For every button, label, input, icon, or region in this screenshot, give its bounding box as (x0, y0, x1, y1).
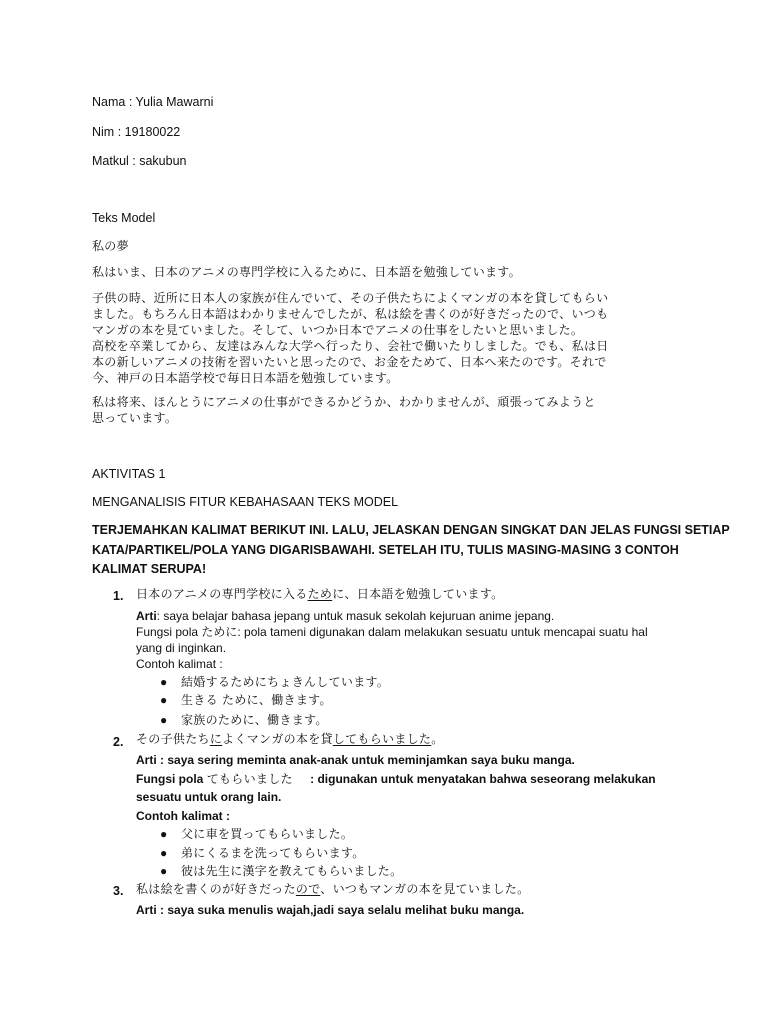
item-1-arti (136, 608, 554, 624)
model-paragraph-2-line: ました。もちろん日本語はわかりませんでしたが、私は絵を書くのが好きだったので、いつも (92, 307, 609, 321)
item-3-arti (136, 902, 524, 918)
arti-text: : saya belajar bahasa jepang untuk masuk sekolah kejuruan anime jepang. (156, 609, 555, 623)
item-number: 3. (113, 884, 124, 898)
arti-label: Arti (136, 609, 157, 623)
underlined-pattern: ので (295, 882, 321, 896)
example-item: 彼は先生に漢字を教えてもらいました。 (181, 864, 403, 878)
item-number: 2. (113, 735, 124, 749)
section-heading-teks-model: Teks Model (92, 211, 156, 225)
model-paragraph-2-line: 今、神戸の日本語学校で毎日日本語を勉強しています。 (92, 371, 399, 385)
bullet-icon: ● (160, 693, 168, 707)
example-item: 弟にくるまを洗ってもらいます。 (181, 846, 365, 860)
sentence-part: 、いつもマンガの本を見ていました。 (320, 882, 530, 896)
sentence-part: 私は絵を書くのが好きだった (136, 882, 296, 896)
bullet-icon: ● (160, 713, 168, 727)
bullet-icon: ● (160, 675, 168, 689)
example-item: 結婚するためにちょきんしています。 (181, 675, 390, 689)
item-number: 1. (113, 589, 124, 603)
model-paragraph-2-line: 高校を卒業してから、友達はみんな大学へ行ったり、会社で働いたりしました。でも、私は日 (92, 339, 609, 353)
item-1-fungsi-line: Fungsi pola ために: pola tameni digunakan dalam melakukan sesuatu untuk mencapai suatu hal (136, 625, 648, 639)
fungsi-label: Fungsi pola (136, 772, 204, 786)
example-item: 家族のために、働きます。 (181, 713, 328, 727)
item-2-fungsi-line: sesuatu untuk orang lain. (136, 790, 282, 804)
bullet-icon: ● (160, 846, 168, 860)
model-paragraph-1: 私はいま、日本のアニメの専門学校に入るために、日本語を勉強しています。 (92, 265, 521, 279)
model-title: 私の夢 (92, 239, 129, 253)
activity-instruction-line: KALIMAT SERUPA! (92, 562, 207, 576)
item-2-contoh-label: Contoh kalimat : (136, 809, 231, 823)
student-name: Nama : Yulia Mawarni (92, 95, 214, 109)
activity-subheading: MENGANALISIS FITUR KEBAHASAAN TEKS MODEL (92, 495, 399, 509)
arti-label: Arti (136, 753, 157, 767)
item-2-sentence (136, 731, 444, 747)
arti-label: Arti (136, 903, 157, 917)
arti-text: : saya sering meminta anak-anak untuk meminjamkan saya buku manga. (160, 753, 575, 767)
underlined-pattern: ため (307, 587, 333, 601)
item-1-sentence (136, 586, 503, 602)
student-nim: Nim : 19180022 (92, 125, 181, 139)
course-name: Matkul : sakubun (92, 154, 187, 168)
sentence-part: その子供たち (136, 732, 210, 746)
example-item: 生きる ために、働きます。 (181, 693, 332, 707)
model-paragraph-2-line: 本の新しいアニメの技術を習いたいと思ったので、お金をためて、日本へ来たのです。それで (92, 355, 607, 369)
sentence-part: 。 (431, 732, 444, 746)
activity-heading: AKTIVITAS 1 (92, 467, 166, 481)
model-paragraph-2-line: マンガの本を見ていました。そして、いつか日本でアニメの仕事をしたいと思いました。 (92, 323, 584, 337)
model-paragraph-2-line: 子供の時、近所に日本人の家族が住んでいて、その子供たちによくマンガの本を貸してもらい (92, 291, 609, 305)
activity-instruction-line: TERJEMAHKAN KALIMAT BERIKUT INI. LALU, JELASKAN DENGAN SINGKAT DAN JELAS FUNGSI SETIAP (92, 523, 730, 537)
activity-instruction-line: KATA/PARTIKEL/POLA YANG DIGARISBAWAHI. SETELAH ITU, TULIS MASING-MASING 3 CONTOH (92, 543, 679, 557)
item-2-arti (136, 752, 575, 768)
model-paragraph-3-line: 私は将来、ほんとうにアニメの仕事ができるかどうか、わかりませんが、頑張ってみようと (92, 395, 596, 409)
item-3-sentence (136, 881, 529, 897)
example-item: 父に車を買ってもらいました。 (181, 827, 354, 841)
sentence-part: よくマンガの本を貸 (222, 732, 333, 746)
sentence-part: 日本のアニメの専門学校に入る (136, 587, 308, 601)
underlined-pattern: に (209, 732, 223, 746)
item-2-fungsi (136, 771, 656, 787)
fungsi-pattern: てもらいました (206, 772, 293, 786)
fungsi-text: : digunakan untuk menyatakan bahwa seseorang melakukan (310, 772, 656, 786)
item-1-fungsi-line: yang di inginkan. (136, 641, 227, 655)
underlined-pattern: してもらいました (332, 732, 432, 746)
bullet-icon: ● (160, 864, 168, 878)
arti-text: : saya suka menulis wajah,jadi saya selalu melihat buku manga. (160, 903, 525, 917)
item-1-contoh-label: Contoh kalimat : (136, 657, 223, 671)
bullet-icon: ● (160, 827, 168, 841)
sentence-part: に、日本語を勉強しています。 (332, 587, 504, 601)
model-paragraph-3-line: 思っています。 (92, 411, 178, 425)
